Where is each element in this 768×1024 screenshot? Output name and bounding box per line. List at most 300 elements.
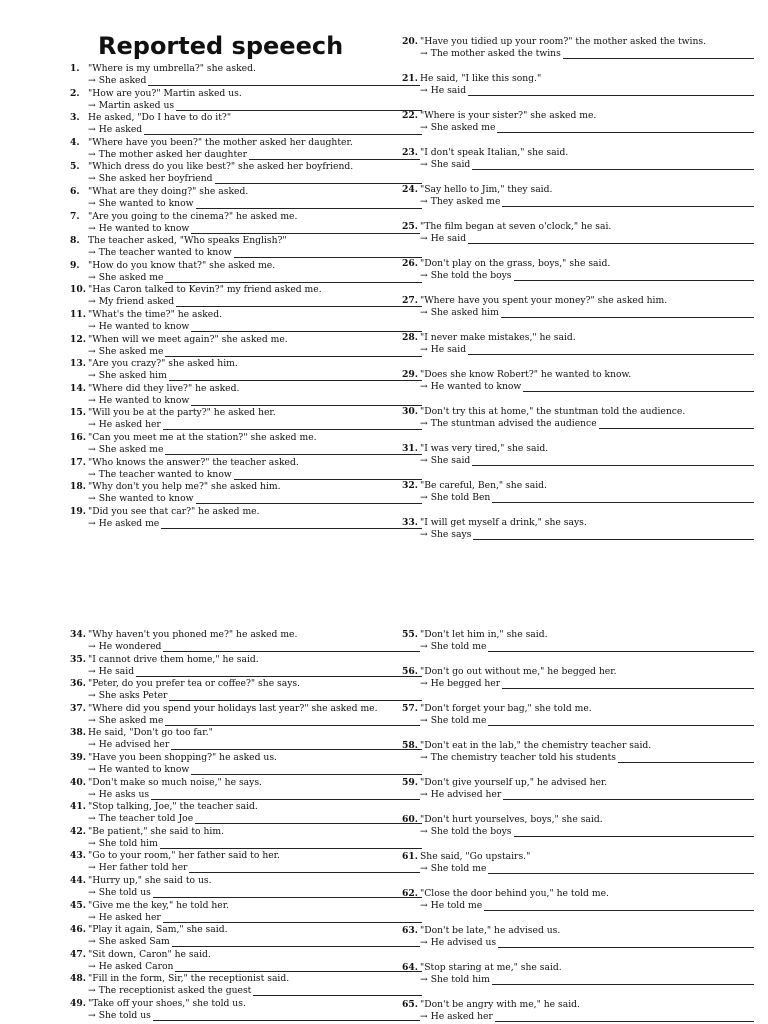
exercise-item	[402, 999, 754, 1023]
answer-stem-text: He said	[430, 85, 467, 96]
exercise-item	[70, 973, 422, 997]
exercise-item	[70, 875, 422, 899]
direct-speech-sentence: "Don't be angry with me," he said.	[420, 999, 580, 1010]
reported-answer-row	[88, 1010, 422, 1022]
direct-speech-sentence: "Take off your shoes," she told us.	[88, 998, 246, 1009]
reported-answer-row	[420, 492, 754, 504]
direct-speech-sentence: "I cannot drive them home," he said.	[88, 653, 259, 665]
arrow-icon: →	[88, 124, 96, 136]
answer-stem	[88, 149, 249, 160]
exercise-number: 19.	[70, 505, 86, 517]
answer-stem	[88, 813, 195, 824]
exercise-number: 13.	[70, 358, 86, 370]
answer-stem	[420, 492, 492, 503]
exercise-number: 10.	[70, 284, 86, 296]
answer-stem-text: She asked Sam	[98, 936, 170, 948]
answer-stem-text: He asked Caron	[98, 960, 174, 972]
direct-speech-sentence: "Where have you spent your money?" she asked him.	[420, 295, 668, 306]
direct-speech-sentence: "I will get myself a drink," she says.	[420, 517, 587, 528]
answer-stem-text: He asked her	[98, 419, 161, 431]
arrow-icon: →	[420, 85, 428, 96]
reported-answer-row	[88, 247, 422, 259]
answer-stem-text: The teacher told Joe	[98, 813, 194, 825]
reported-answer-row	[88, 493, 422, 505]
reported-answer-row	[420, 529, 754, 541]
answer-stem	[88, 641, 163, 652]
exercise-item	[70, 900, 422, 924]
exercise-number: 46.	[70, 924, 86, 936]
exercise-item	[70, 137, 422, 161]
arrow-icon: →	[88, 370, 96, 382]
answer-stem	[88, 321, 191, 332]
arrow-icon: →	[88, 837, 96, 849]
direct-speech-sentence: "Don't hurt yourselves, boys," she said.	[420, 814, 603, 825]
direct-speech-sentence: "Why haven't you phoned me?" he asked me.	[88, 629, 298, 640]
reported-answer-row	[88, 198, 422, 210]
exercise-item	[70, 284, 422, 308]
reported-answer-row	[88, 296, 422, 308]
answer-blank-line[interactable]	[420, 243, 754, 244]
arrow-icon: →	[420, 418, 428, 429]
direct-speech-sentence: "Play it again, Sam," she said.	[88, 924, 228, 936]
exercise-item	[402, 73, 754, 97]
exercise-number: 42.	[70, 825, 86, 837]
reported-answer-row	[88, 838, 422, 850]
direct-speech-sentence: "Stop talking, Joe," the teacher said.	[88, 801, 258, 813]
answer-stem-text: He wanted to know	[98, 321, 190, 332]
direct-speech-sentence: He said, "I like this song."	[420, 73, 542, 84]
answer-stem	[88, 715, 165, 726]
exercise-number: 21.	[402, 73, 418, 84]
answer-stem	[420, 826, 514, 837]
answer-stem	[88, 493, 196, 504]
arrow-icon: →	[420, 196, 428, 207]
exercise-item	[70, 260, 422, 284]
answer-stem	[420, 48, 563, 59]
answer-stem-text: She asked me	[98, 345, 164, 357]
answer-stem	[88, 789, 151, 800]
exercise-number: 63.	[402, 925, 418, 936]
direct-speech-sentence: "Where did you spend your holidays last year?" she asked me.	[88, 702, 378, 714]
exercise-item	[70, 309, 422, 333]
exercise-number: 43.	[70, 850, 86, 862]
answer-stem-text: She said	[430, 159, 471, 170]
reported-answer-row	[88, 444, 422, 456]
arrow-icon: →	[88, 985, 96, 997]
answer-stem-text: He said	[430, 344, 467, 355]
exercise-number: 55.	[402, 629, 418, 640]
answer-stem-text: She wanted to know	[98, 493, 194, 505]
arrow-icon: →	[420, 381, 428, 392]
reported-answer-row	[88, 419, 422, 431]
exercise-number: 48.	[70, 973, 86, 985]
exercise-item	[402, 36, 754, 60]
arrow-icon: →	[420, 789, 428, 800]
arrow-icon: →	[88, 714, 96, 726]
answer-stem-text: Her father told her	[98, 862, 188, 874]
answer-stem	[420, 1011, 495, 1022]
arrow-icon: →	[420, 159, 428, 170]
reported-answer-row	[88, 715, 422, 727]
arrow-icon: →	[88, 911, 96, 923]
answer-stem	[88, 223, 191, 234]
reported-answer-row	[88, 346, 422, 358]
exercise-item	[70, 752, 422, 776]
arrow-icon: →	[420, 863, 428, 874]
answer-stem-text: She told Ben	[430, 492, 491, 503]
reported-answer-row	[88, 100, 422, 112]
arrow-icon: →	[88, 394, 96, 406]
answer-stem	[88, 346, 165, 357]
exercise-number: 56.	[402, 666, 418, 677]
arrow-icon: →	[420, 233, 428, 244]
exercise-number: 2.	[70, 87, 80, 99]
exercise-number: 34.	[70, 629, 86, 640]
direct-speech-sentence: "Are you crazy?" she asked him.	[88, 358, 238, 370]
direct-speech-sentence: The teacher asked, "Who speaks English?"	[88, 235, 287, 247]
direct-speech-sentence: "The film began at seven o'clock," he sai.	[420, 221, 612, 232]
arrow-icon: →	[420, 641, 428, 652]
direct-speech-sentence: "When will we meet again?" she asked me.	[88, 333, 288, 345]
answer-stem-text: The mother asked her daughter	[98, 148, 247, 160]
exercise-item	[70, 432, 422, 456]
exercise-item	[402, 814, 754, 838]
arrow-icon: →	[88, 690, 96, 702]
direct-speech-sentence: "Did you see that car?" he asked me.	[88, 505, 260, 517]
direct-speech-sentence: "Don't make so much noise," he says.	[88, 776, 262, 788]
arrow-icon: →	[88, 862, 96, 874]
answer-stem	[88, 198, 196, 209]
answer-stem	[88, 666, 136, 677]
answer-stem-text: She told me	[430, 863, 487, 874]
exercise-number: 37.	[70, 702, 86, 714]
arrow-icon: →	[420, 1011, 428, 1022]
answer-stem	[88, 1010, 153, 1021]
answer-stem	[420, 641, 488, 652]
exercise-number: 27.	[402, 295, 418, 306]
answer-stem-text: He asked me	[98, 517, 160, 529]
exercise-number: 58.	[402, 740, 418, 751]
reported-answer-row	[88, 272, 422, 284]
exercise-item	[402, 443, 754, 467]
arrow-icon: →	[88, 173, 96, 185]
answer-stem-text: She asked him	[98, 370, 167, 382]
answer-stem-text: She told him	[98, 837, 158, 849]
reported-answer-row	[420, 937, 754, 949]
arrow-icon: →	[420, 492, 428, 503]
exercise-number: 62.	[402, 888, 418, 899]
exercise-item	[70, 629, 422, 653]
arrow-icon: →	[88, 247, 96, 259]
answer-stem-text: She said	[430, 455, 471, 466]
direct-speech-sentence: "What are they doing?" she asked.	[88, 186, 249, 197]
arrow-icon: →	[420, 715, 428, 726]
exercise-item	[70, 850, 422, 874]
answer-stem-text: She asked her boyfriend	[98, 173, 213, 185]
answer-stem	[420, 196, 502, 207]
reported-answer-row	[420, 418, 754, 430]
exercise-number: 1.	[70, 63, 80, 74]
arrow-icon: →	[88, 936, 96, 948]
exercise-item	[70, 211, 422, 235]
arrow-icon: →	[88, 271, 96, 283]
exercise-number: 65.	[402, 999, 418, 1010]
reported-answer-row	[420, 270, 754, 282]
answer-blank-line[interactable]	[88, 676, 422, 677]
direct-speech-sentence: "Where is your sister?" she asked me.	[420, 110, 597, 121]
direct-speech-sentence: "Give me the key," he told her.	[88, 899, 230, 911]
reported-answer-row	[420, 85, 754, 97]
answer-stem	[420, 307, 501, 318]
direct-speech-sentence: "Don't eat in the lab," the chemistry teacher said.	[420, 740, 652, 751]
exercise-number: 26.	[402, 258, 418, 269]
arrow-icon: →	[420, 678, 428, 689]
direct-speech-sentence: "Have you tidied up your room?" the mother asked the twins.	[420, 36, 707, 47]
arrow-icon: →	[88, 148, 96, 160]
answer-stem	[88, 912, 163, 923]
answer-stem	[88, 173, 215, 184]
answer-stem-text: The stuntman advised the audience	[430, 418, 597, 429]
exercise-item	[70, 826, 422, 850]
reported-answer-row	[420, 196, 754, 208]
direct-speech-sentence: "How do you know that?" she asked me.	[88, 259, 276, 271]
exercise-number: 3.	[70, 112, 80, 124]
answer-stem-text: She asked him	[430, 307, 499, 318]
answer-stem	[88, 690, 169, 701]
reported-answer-row	[420, 1011, 754, 1023]
direct-speech-sentence: "Peter, do you prefer tea or coffee?" she says.	[88, 678, 301, 690]
exercise-item	[70, 112, 422, 136]
reported-answer-row	[420, 678, 754, 690]
exercise-item	[70, 88, 422, 112]
exercise-number: 36.	[70, 678, 86, 690]
answer-stem-text: She asked me	[98, 271, 164, 283]
answer-stem	[88, 985, 253, 996]
exercise-item	[70, 407, 422, 431]
reported-answer-row	[88, 936, 422, 948]
answer-stem-text: The chemistry teacher told his students	[430, 752, 617, 763]
answer-stem-text: She asks Peter	[98, 690, 168, 702]
reported-answer-row	[88, 223, 422, 235]
direct-speech-sentence: "Don't play on the grass, boys," she said.	[420, 258, 611, 269]
exercise-item	[70, 334, 422, 358]
direct-speech-sentence: "Are you going to the cinema?" he asked me.	[88, 210, 298, 222]
reported-answer-row	[420, 48, 754, 60]
exercise-number: 41.	[70, 801, 86, 813]
exercise-number: 25.	[402, 221, 418, 232]
direct-speech-sentence: "Who knows the answer?" the teacher asked.	[88, 456, 299, 468]
arrow-icon: →	[420, 752, 428, 763]
answer-stem	[420, 789, 503, 800]
exercise-item	[70, 949, 422, 973]
arrow-icon: →	[420, 48, 428, 59]
exercise-item	[70, 235, 422, 259]
direct-speech-sentence: She said, "Go upstairs."	[420, 851, 531, 862]
exercise-number: 8.	[70, 235, 80, 247]
exercise-item	[402, 258, 754, 282]
direct-speech-sentence: "Where is my umbrella?" she asked.	[88, 63, 256, 74]
reported-answer-row	[88, 173, 422, 185]
answer-stem	[420, 270, 514, 281]
exercise-item	[70, 654, 422, 678]
direct-speech-sentence: "Don't forget your bag," she told me.	[420, 703, 592, 714]
exercise-item	[402, 851, 754, 875]
direct-speech-sentence: "Fill in the form, Sir," the receptionist said.	[88, 973, 290, 985]
direct-speech-sentence: "Go to your room," her father said to her.	[88, 850, 280, 862]
exercise-number: 45.	[70, 899, 86, 911]
exercise-number: 35.	[70, 653, 86, 665]
exercise-item	[402, 332, 754, 356]
answer-stem-text: He advised her	[98, 739, 170, 751]
arrow-icon: →	[88, 296, 96, 308]
direct-speech-sentence: "Does she know Robert?" he wanted to know.	[420, 369, 632, 380]
exercise-number: 47.	[70, 948, 86, 960]
arrow-icon: →	[88, 345, 96, 357]
exercise-item	[402, 369, 754, 393]
exercise-item	[70, 481, 422, 505]
arrow-icon: →	[88, 198, 96, 209]
answer-stem-text: She told us	[98, 1010, 151, 1021]
exercise-item	[70, 703, 422, 727]
exercise-number: 33.	[402, 517, 418, 528]
reported-answer-row	[88, 912, 422, 924]
exercise-item	[402, 740, 754, 764]
exercise-number: 60.	[402, 814, 418, 825]
exercise-number: 5.	[70, 161, 80, 173]
reported-answer-row	[420, 307, 754, 319]
direct-speech-sentence: "Hurry up," she said to us.	[88, 875, 212, 886]
arrow-icon: →	[88, 419, 96, 431]
answer-stem-text: They asked me	[430, 196, 501, 207]
answer-stem	[88, 887, 153, 898]
exercise-number: 49.	[70, 998, 86, 1009]
direct-speech-sentence: He asked, "Do I have to do it?"	[88, 112, 232, 124]
exercise-item	[402, 777, 754, 801]
reported-answer-row	[420, 863, 754, 875]
answer-stem-text: The receptionist asked the guest	[98, 985, 252, 997]
arrow-icon: →	[88, 493, 96, 505]
reported-answer-row	[88, 641, 422, 653]
answer-stem-text: He advised us	[430, 937, 497, 948]
reported-answer-row	[88, 469, 422, 481]
exercise-number: 64.	[402, 962, 418, 973]
answer-stem	[88, 469, 234, 480]
answer-stem-text: He asked her	[430, 1011, 493, 1022]
arrow-icon: →	[88, 99, 96, 111]
answer-stem	[88, 444, 165, 455]
arrow-icon: →	[88, 517, 96, 529]
reported-answer-row	[420, 974, 754, 986]
answer-stem	[420, 863, 488, 874]
arrow-icon: →	[420, 974, 428, 985]
exercise-number: 23.	[402, 147, 418, 158]
reported-answer-row	[88, 75, 422, 87]
exercise-number: 28.	[402, 332, 418, 343]
exercise-item	[402, 221, 754, 245]
exercise-number: 12.	[70, 333, 86, 345]
answer-stem	[88, 124, 144, 135]
reported-answer-row	[420, 233, 754, 245]
arrow-icon: →	[420, 529, 428, 540]
answer-stem	[88, 764, 191, 775]
exercise-number: 15.	[70, 407, 86, 419]
exercise-number: 40.	[70, 776, 86, 788]
arrow-icon: →	[420, 900, 428, 911]
answer-stem-text: He wondered	[98, 641, 162, 652]
answer-stem	[88, 75, 148, 86]
exercise-item	[402, 666, 754, 690]
exercise-item	[70, 801, 422, 825]
direct-speech-sentence: "Sit down, Caron" he said.	[88, 948, 211, 960]
arrow-icon: →	[88, 788, 96, 800]
answer-stem	[88, 739, 171, 750]
arrow-icon: →	[88, 444, 96, 455]
answer-stem-text: She told the boys	[430, 270, 512, 281]
exercise-number: 38.	[70, 727, 86, 739]
direct-speech-sentence: "I don't speak Italian," she said.	[420, 147, 569, 158]
answer-stem-text: He advised her	[430, 789, 502, 800]
answer-stem-text: She told the boys	[430, 826, 512, 837]
answer-stem	[88, 419, 163, 430]
answer-stem	[88, 272, 165, 283]
direct-speech-sentence: "Will you be at the party?" he asked her.	[88, 407, 276, 419]
answer-stem-text: The teacher wanted to know	[98, 247, 232, 259]
exercise-item	[70, 727, 422, 751]
exercise-number: 24.	[402, 184, 418, 195]
direct-speech-sentence: "Say hello to Jim," they said.	[420, 184, 553, 195]
answer-blank-line[interactable]	[420, 95, 754, 96]
answer-stem	[420, 752, 618, 763]
answer-stem-text: She asked me	[98, 444, 164, 455]
answer-stem	[420, 974, 492, 985]
answer-stem-text: She told him	[430, 974, 490, 985]
reported-answer-row	[88, 887, 422, 899]
exercise-item	[402, 295, 754, 319]
arrow-icon: →	[88, 887, 96, 898]
answer-blank-line[interactable]	[420, 354, 754, 355]
answer-stem	[88, 100, 176, 111]
answer-stem-text: He told me	[430, 900, 483, 911]
direct-speech-sentence: He said, "Don't go too far."	[88, 727, 213, 739]
exercise-item	[402, 629, 754, 653]
answer-stem	[88, 395, 191, 406]
answer-stem-text: He said	[98, 665, 135, 677]
direct-speech-sentence: "Close the door behind you," he told me.	[420, 888, 609, 899]
answer-stem-text: He begged her	[430, 678, 501, 689]
direct-speech-sentence: "Where have you been?" the mother asked her daughter.	[88, 136, 353, 148]
answer-stem-text: The mother asked the twins	[430, 48, 561, 59]
reported-answer-row	[88, 149, 422, 161]
direct-speech-sentence: "Has Caron talked to Kevin?" my friend asked me.	[88, 284, 322, 296]
answer-stem	[420, 159, 472, 170]
answer-stem-text: He wanted to know	[98, 222, 190, 234]
exercise-number: 6.	[70, 186, 80, 197]
reported-answer-row	[88, 124, 422, 136]
answer-stem-text: She asked me	[430, 122, 496, 133]
reported-answer-row	[88, 666, 422, 678]
direct-speech-sentence: "Why don't you help me?" she asked him.	[88, 481, 281, 493]
direct-speech-sentence: "Don't let him in," she said.	[420, 629, 548, 640]
answer-stem	[420, 455, 472, 466]
exercise-number: 9.	[70, 259, 80, 271]
arrow-icon: →	[420, 344, 428, 355]
direct-speech-sentence: "Stop staring at me," she said.	[420, 962, 562, 973]
arrow-icon: →	[88, 764, 96, 775]
exercise-number: 18.	[70, 481, 86, 493]
reported-answer-row	[420, 344, 754, 356]
reported-answer-row	[420, 789, 754, 801]
reported-answer-row	[420, 752, 754, 764]
